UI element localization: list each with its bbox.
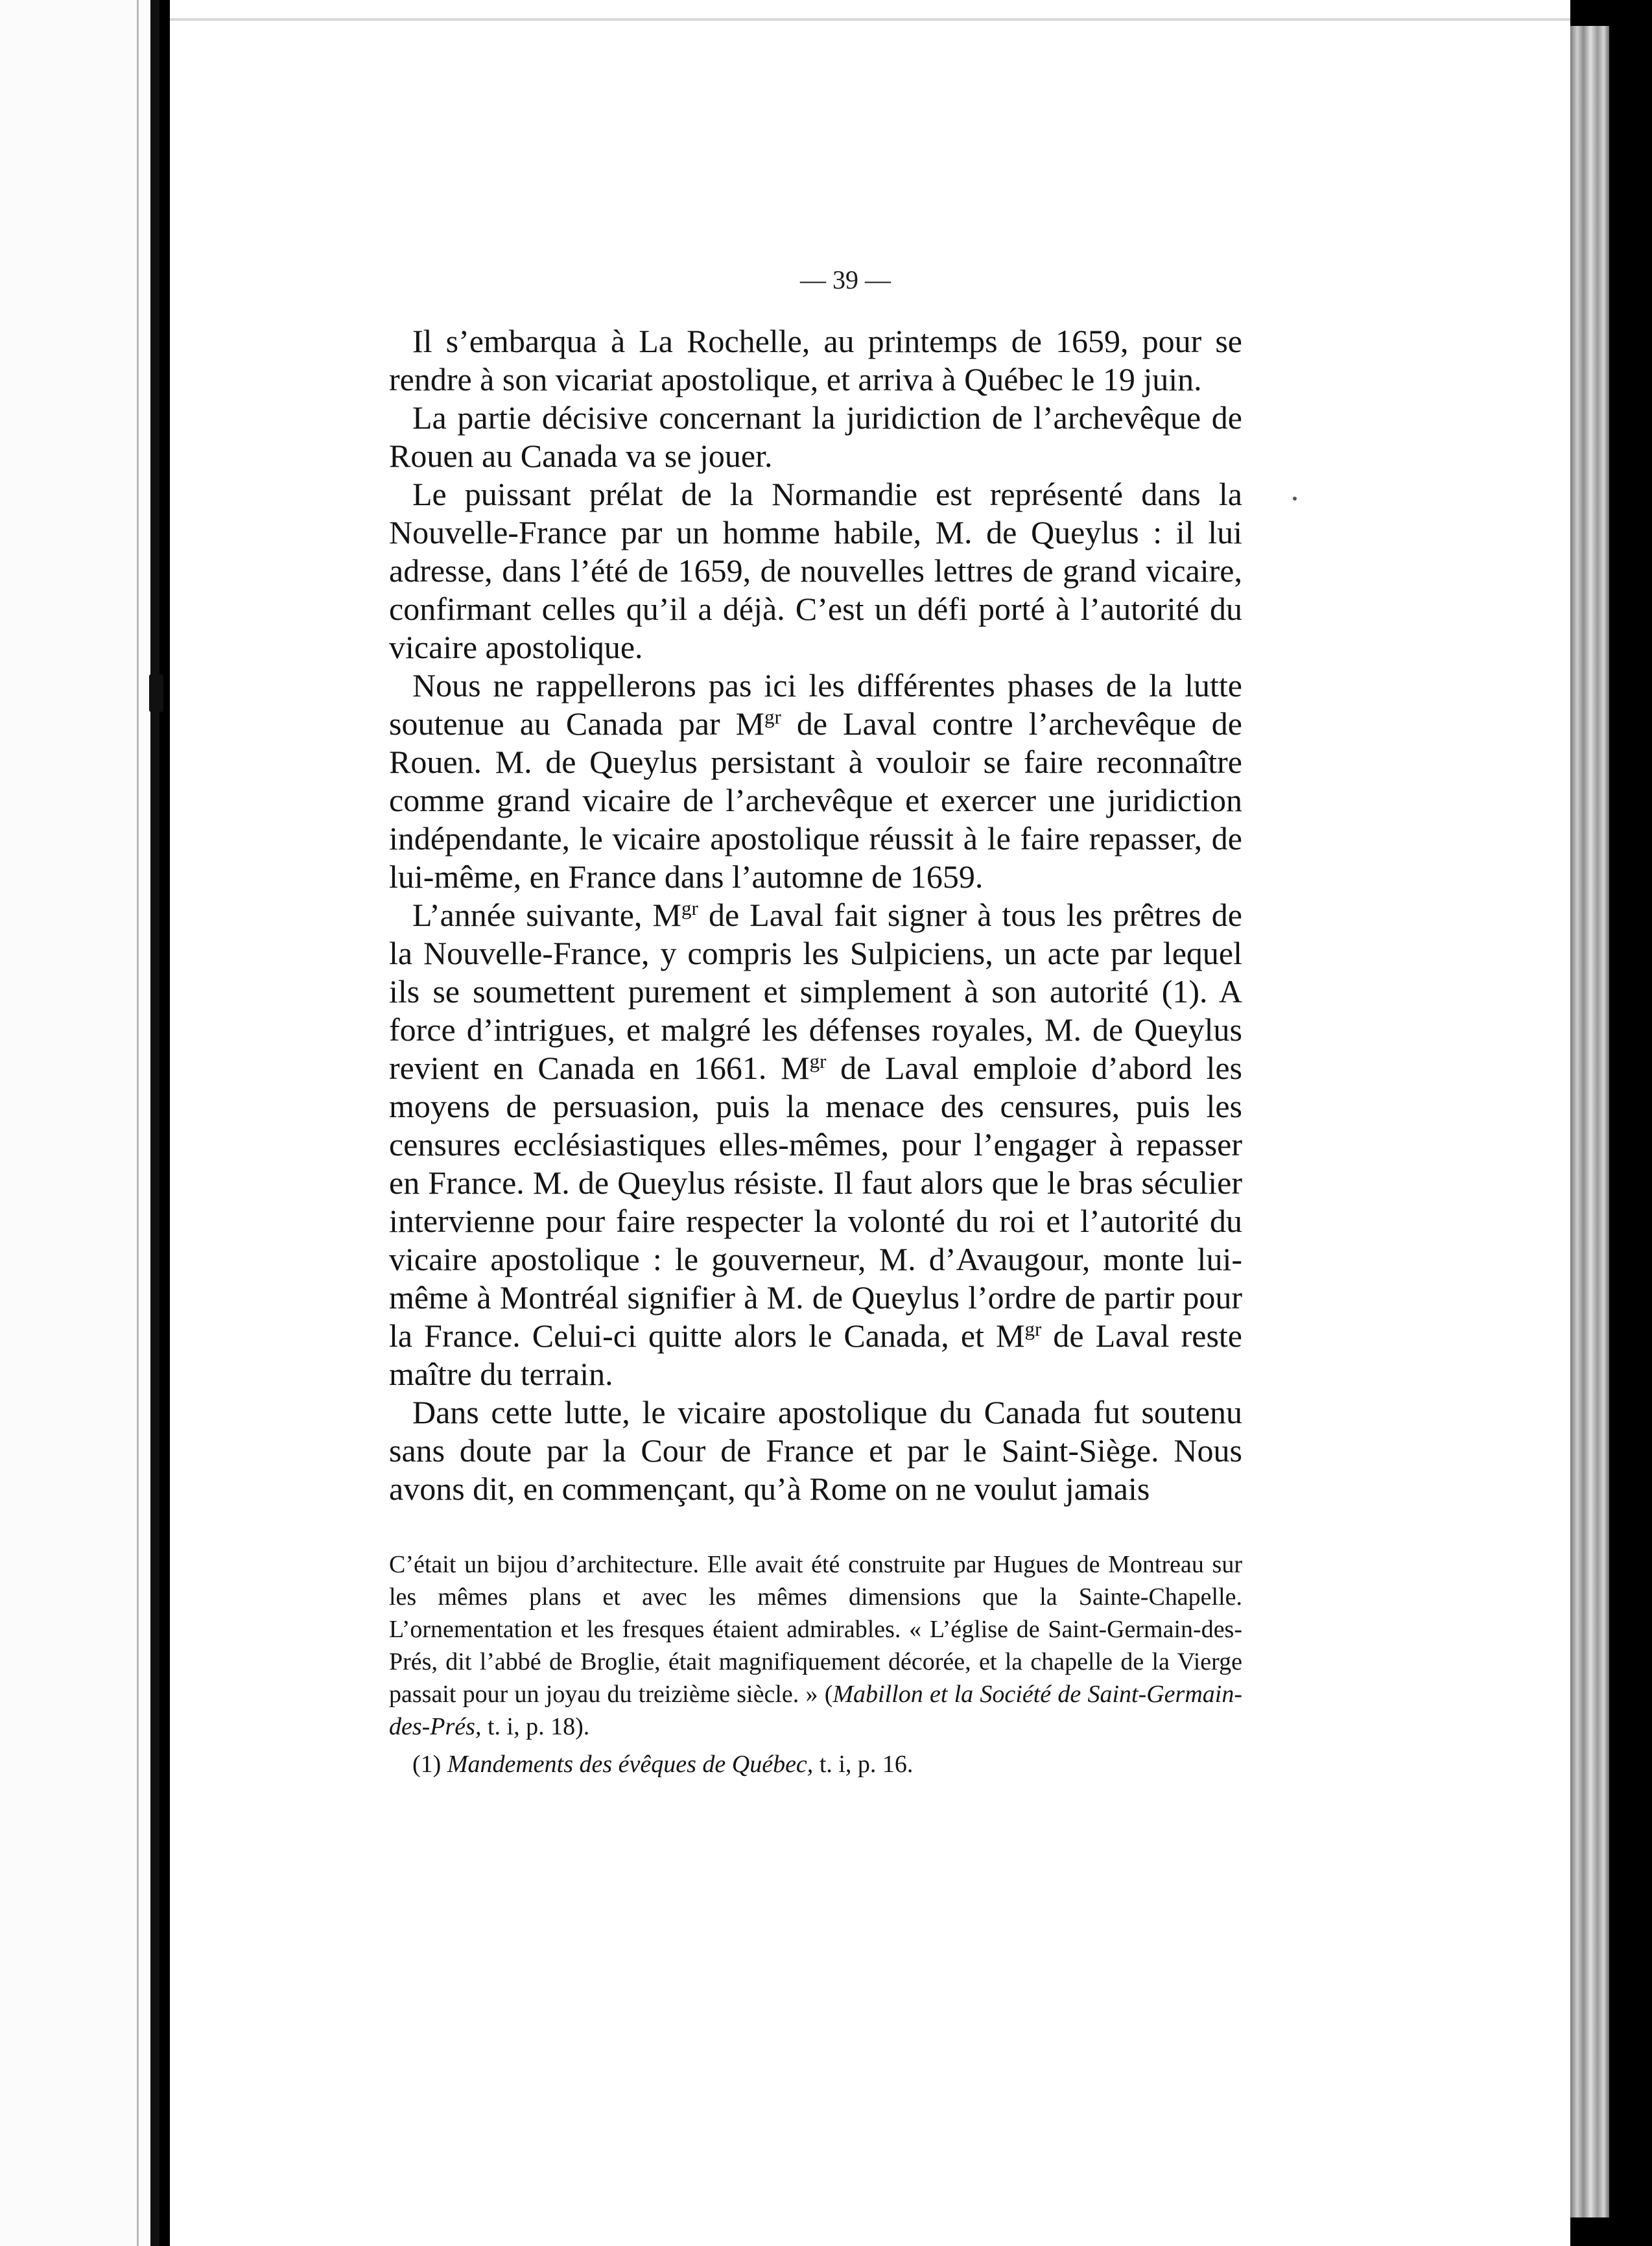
text-run: de Laval emploie d’abord les moyens de persuasion, puis la menace des censures, puis les censures ecclésiastiques elles-mêmes, pour l’engager à repasser en France. M. de Queylus résiste. Il faut alors que le bras séculier intervienne pour faire respecter la volonté du roi et l’autorité du vicaire apostolique : le gouverneur, M. d’Avaugour, monte lui-même à Montréal signifier à M. de Queylus l’ordre de partir pour la France. Celui-ci quitte alors le Canada, et M <box>389 1050 1242 1354</box>
text-run: t. i, p. 16. <box>813 1751 914 1778</box>
margin-speck <box>1293 497 1297 501</box>
page-number <box>0 265 1652 295</box>
body-paragraph <box>389 322 1242 399</box>
body-paragraph <box>389 475 1242 667</box>
page-number-text: — 39 — <box>800 265 891 294</box>
footnote <box>389 1548 1242 1743</box>
text-run: La partie décisive concernant la juridiction de l’archevêque de Rouen au Canada va se jouer. <box>389 399 1242 474</box>
text-run: L’année suivante, M <box>412 897 681 933</box>
italic-citation: Mandements des évêques de Québec, <box>447 1751 814 1778</box>
text-run: (1) <box>412 1751 447 1778</box>
superscript-abbrev: gr <box>764 705 781 728</box>
text-run: de Laval fait signer à tous les prêtres de la Nouvelle-France, y compris les Sulpiciens, un acte par lequel ils se soumettent purement et simplement à son autorité (1). A force d’intrigues, et malgré les défenses royales, M. de Queylus revient en Canada en 1661. M <box>389 897 1243 1086</box>
page-top-edge <box>170 18 1570 21</box>
body-paragraph <box>389 667 1242 896</box>
body-paragraph <box>389 1393 1242 1508</box>
text-run: de Laval reste maître du terrain. <box>389 1318 1242 1392</box>
margin-mark <box>149 674 163 712</box>
text-run: de Laval contre l’archevêque de Rouen. M. de Queylus persistant à vouloir se faire reconnaître comme grand vicaire de l’archevêque et exercer une juridiction indépendante, le vicaire apostolique réussit à le faire repasser, de lui-même, en France dans l’automne de 1659. <box>389 705 1242 895</box>
footnotes <box>389 1548 1242 1780</box>
text-run: Nous ne rappellerons pas ici les différentes phases de la lutte soutenue au Canada par M <box>389 667 1242 742</box>
body-paragraph <box>389 896 1242 1393</box>
text-run: t. i, p. 18). <box>481 1713 590 1740</box>
previous-page-strip <box>0 0 154 2246</box>
page-edge-shadow <box>150 0 159 2246</box>
page-stack-edge <box>1570 26 1609 2217</box>
footnote <box>389 1748 1242 1780</box>
text-block <box>389 322 1242 1780</box>
text-run: Il s’embarqua à La Rochelle, au printemps de 1659, pour se rendre à son vicariat apostolique, et arriva à Québec le 19 juin. <box>389 323 1242 397</box>
italic-citation: Mabillon et la Société de Saint-Germain-des-Prés, <box>389 1681 1242 1740</box>
body-text <box>389 322 1242 1508</box>
text-run: Le puissant prélat de la Normandie est représenté dans la Nouvelle-France par un homme habile, M. de Queylus : il lui adresse, dans l’été de 1659, de nouvelles lettres de grand vicaire, confirmant celles qu’il a déjà. C’est un défi porté à l’autorité du vicaire apostolique. <box>389 476 1242 665</box>
gutter-line <box>137 0 139 2246</box>
text-run: C’était un bijou d’architecture. Elle avait été construite par Hugues de Montreau sur les mêmes plans et avec les mêmes dimensions que la Sainte-Chapelle. L’ornementation et les fresques étaient admirables. « L’église de Saint-Germain-des-Prés, dit l’abbé de Broglie, était magnifiquement décorée, et la chapelle de la Vierge passait pour un joyau du treizième siècle. » ( <box>389 1551 1242 1708</box>
body-paragraph <box>389 399 1242 475</box>
superscript-abbrev: gr <box>1024 1317 1042 1340</box>
text-run: Dans cette lutte, le vicaire apostolique du Canada fut soutenu sans doute par la Cour de France et par le Saint-Siège. Nous avons dit, en commençant, qu’à Rome on ne voulut jamais <box>389 1394 1242 1507</box>
superscript-abbrev: gr <box>681 896 698 919</box>
superscript-abbrev: gr <box>809 1049 827 1072</box>
